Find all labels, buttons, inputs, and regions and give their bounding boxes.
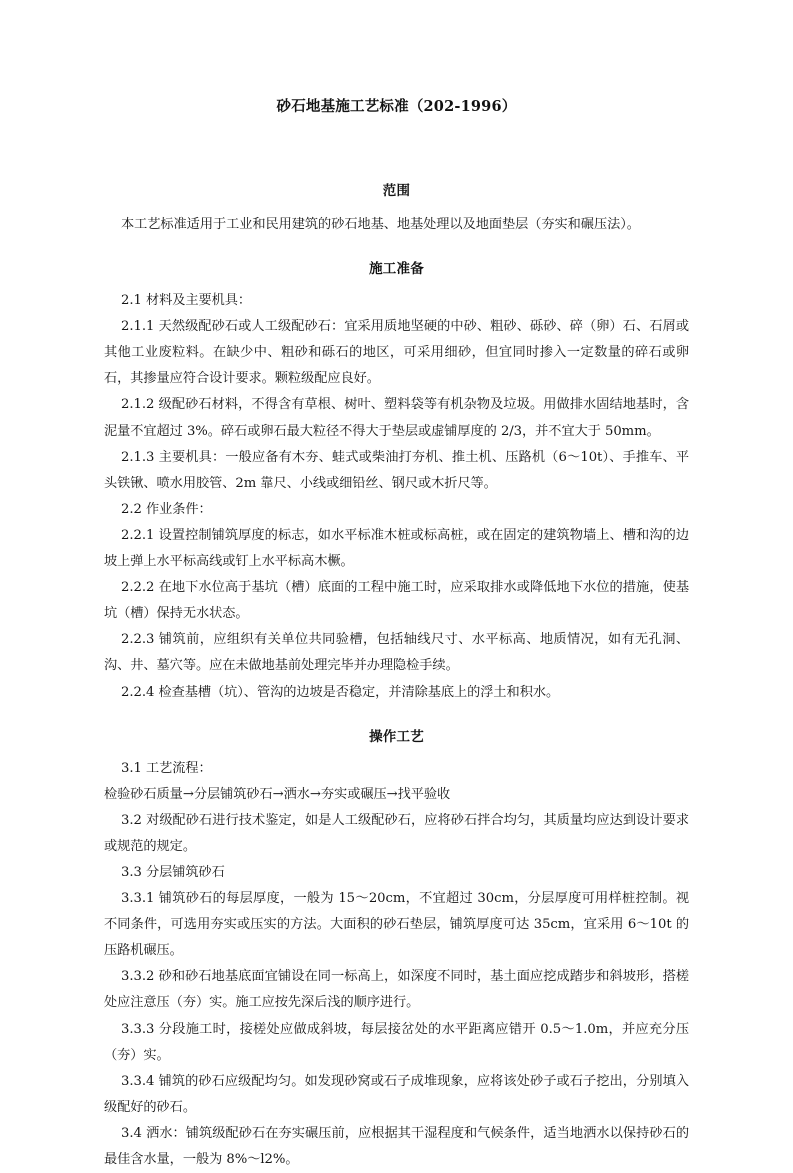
spacer	[104, 238, 689, 258]
paragraph: 3.3.3 分段施工时，接槎处应做成斜坡，每层接岔处的水平距离应错开 0.5～1.0m，并应充分压（夯）实。	[104, 1021, 689, 1063]
page-title: 砂石地基施工艺标准（202-1996）	[276, 98, 517, 115]
spacer	[104, 118, 689, 180]
spacer	[104, 280, 689, 288]
paragraph: 本工艺标准适用于工业和民用建筑的砂石地基、地基处理以及地面垫层（夯实和碾压法）。	[121, 217, 640, 232]
paragraph: 3.3.1 铺筑砂石的每层厚度，一般为 15～20cm，不宜超过 30cm，分层厚度可用样桩控制。视不同条件，可选用夯实或压实的方法。大面积的砂石垫层，铺筑厚度可达 35cm，宜采用 6～10t 的压路机碾压。	[104, 891, 689, 959]
paragraph: 2.2.1 设置控制铺筑厚度的标志，如水平标准木桩或标高桩，或在固定的建筑物墙上、槽和沟的边坡上弹上水平标高线或钉上水平标高木橛。	[104, 527, 689, 570]
section-heading-preparation: 施工准备	[369, 261, 424, 278]
paragraph: 2.2.3 铺筑前，应组织有关单位共同验槽，包括轴线尺寸、水平标高、地质情况，如有无孔洞、沟、井、墓穴等。应在未做地基前处理完毕并办理隐检手续。	[104, 632, 689, 674]
paragraph: 2.1.1 天然级配砂石或人工级配砂石：宜采用质地坚硬的中砂、粗砂、砾砂、碎（卵）石、石屑或其他工业废粒料。在缺少中、粗砂和砾石的地区，可采用细砂，但宜同时掺入一定数量的碎石或卵石，其掺量应符合设计要求。颗粒级配应良好。	[104, 319, 689, 387]
paragraph: 3.1 工艺流程：	[121, 760, 212, 776]
spacer	[104, 202, 689, 212]
spacer	[104, 748, 689, 756]
spacer	[104, 706, 689, 726]
paragraph: 3.3 分层铺筑砂石	[121, 864, 225, 880]
paragraph: 3.4 洒水：铺筑级配砂石在夯实碾压前，应根据其干湿程度和气候条件，适当地洒水以保持砂石的最佳含水量，一般为 8%～l2%。	[104, 1125, 689, 1167]
process-flow-line: 检验砂石质量→分层铺筑砂石→洒水→夯实或碾压→找平验收	[104, 786, 451, 802]
section-heading-operation: 操作工艺	[369, 728, 424, 745]
paragraph: 2.1.2 级配砂石材料，不得含有草根、树叶、塑料袋等有机杂物及垃圾。用做排水固结地基时，含泥量不宜超过 3%。碎石或卵石最大粒径不得大于垫层或虚铺厚度的 2/3，并不宜大于 50mm。	[104, 397, 689, 439]
document-content	[104, 0, 689, 1173]
paragraph: 2.2 作业条件：	[121, 501, 212, 517]
section-heading-scope: 范围	[382, 183, 411, 199]
paragraph: 2.2.2 在地下水位高于基坑（槽）底面的工程中施工时，应采取排水或降低地下水位的措施，使基坑（槽）保持无水状态。	[104, 580, 689, 622]
paragraph: 3.2 对级配砂石进行技术鉴定，如是人工级配砂石，应将砂石拌合均匀，其质量均应达到设计要求或规范的规定。	[104, 812, 689, 854]
paragraph: 2.1.3 主要机具：一般应备有木夯、蛙式或柴油打夯机、推土机、压路机（6～10t）、手推车、平头铁锹、喷水用胶管、2m 靠尺、小线或细铅丝、钢尺或木折尺等。	[104, 449, 689, 491]
paragraph: 3.3.4 铺筑的砂石应级配均匀。如发现砂窝或石子成堆现象，应将该处砂子或石子挖出，分别填入级配好的砂石。	[104, 1073, 689, 1115]
paragraph: 2.1 材料及主要机具：	[121, 293, 252, 309]
paragraph: 2.2.4 检查基槽（坑）、管沟的边坡是否稳定，并清除基底上的浮土和积水。	[121, 684, 560, 700]
paragraph: 3.3.2 砂和砂石地基底面宜铺设在同一标高上，如深度不同时，基土面应挖成踏步和斜坡形，搭槎处应注意压（夯）实。施工应按先深后浅的顺序进行。	[104, 969, 689, 1011]
